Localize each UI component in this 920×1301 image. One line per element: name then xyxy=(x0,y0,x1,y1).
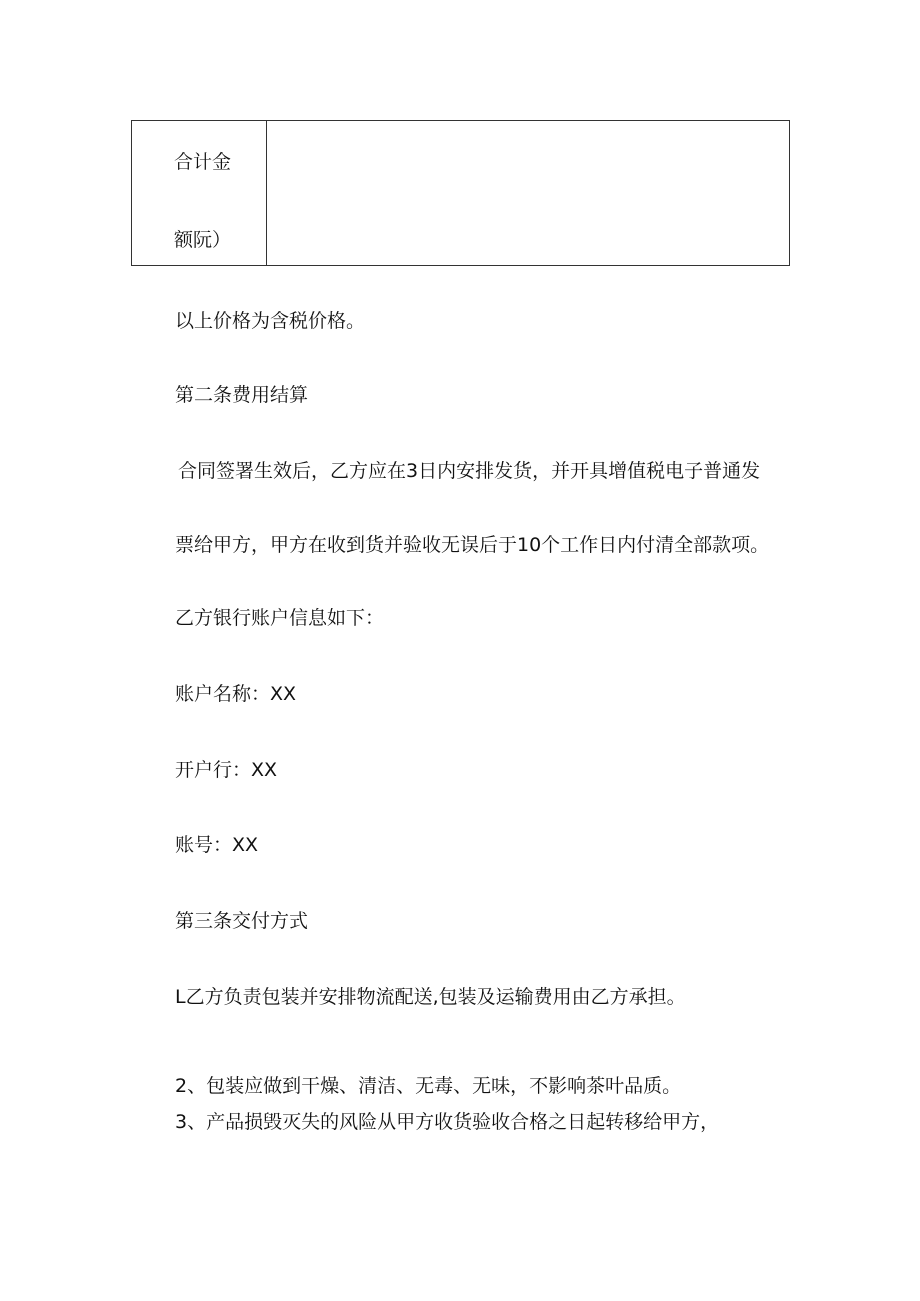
total-amount-label-line2: 额阮） xyxy=(174,229,232,251)
delivery-item-2: 2、包装应做到干燥、清洁、无毒、无味，不影响茶叶品质。 xyxy=(175,1075,682,1097)
table-column-divider xyxy=(266,121,267,265)
article-3-title: 第三条交付方式 xyxy=(175,910,309,932)
bank-name-line: 开户行：XX xyxy=(175,759,278,781)
account-name-line: 账户名称：XX xyxy=(175,683,297,705)
delivery-item-1: L乙方负责包装并安排物流配送,包装及运输费用由乙方承担。 xyxy=(175,986,686,1008)
tax-note: 以上价格为含税价格。 xyxy=(175,310,366,332)
bank-info-intro: 乙方银行账户信息如下： xyxy=(175,607,385,629)
settlement-paragraph-line2: 票给甲方，甲方在收到货并验收无误后于10个工作日内付清全部款项。 xyxy=(175,534,770,556)
settlement-paragraph-line1: 合同签署生效后，乙方应在3日内安排发货，并开具增值税电子普通发 xyxy=(178,460,761,482)
total-amount-table xyxy=(131,120,790,266)
account-number-line: 账号：XX xyxy=(175,834,259,856)
total-amount-label-line1: 合计金 xyxy=(174,151,232,173)
article-2-title: 第二条费用结算 xyxy=(175,384,309,406)
delivery-item-3: 3、产品损毁灭失的风险从甲方收货验收合格之日起转移给甲方， xyxy=(175,1111,720,1133)
